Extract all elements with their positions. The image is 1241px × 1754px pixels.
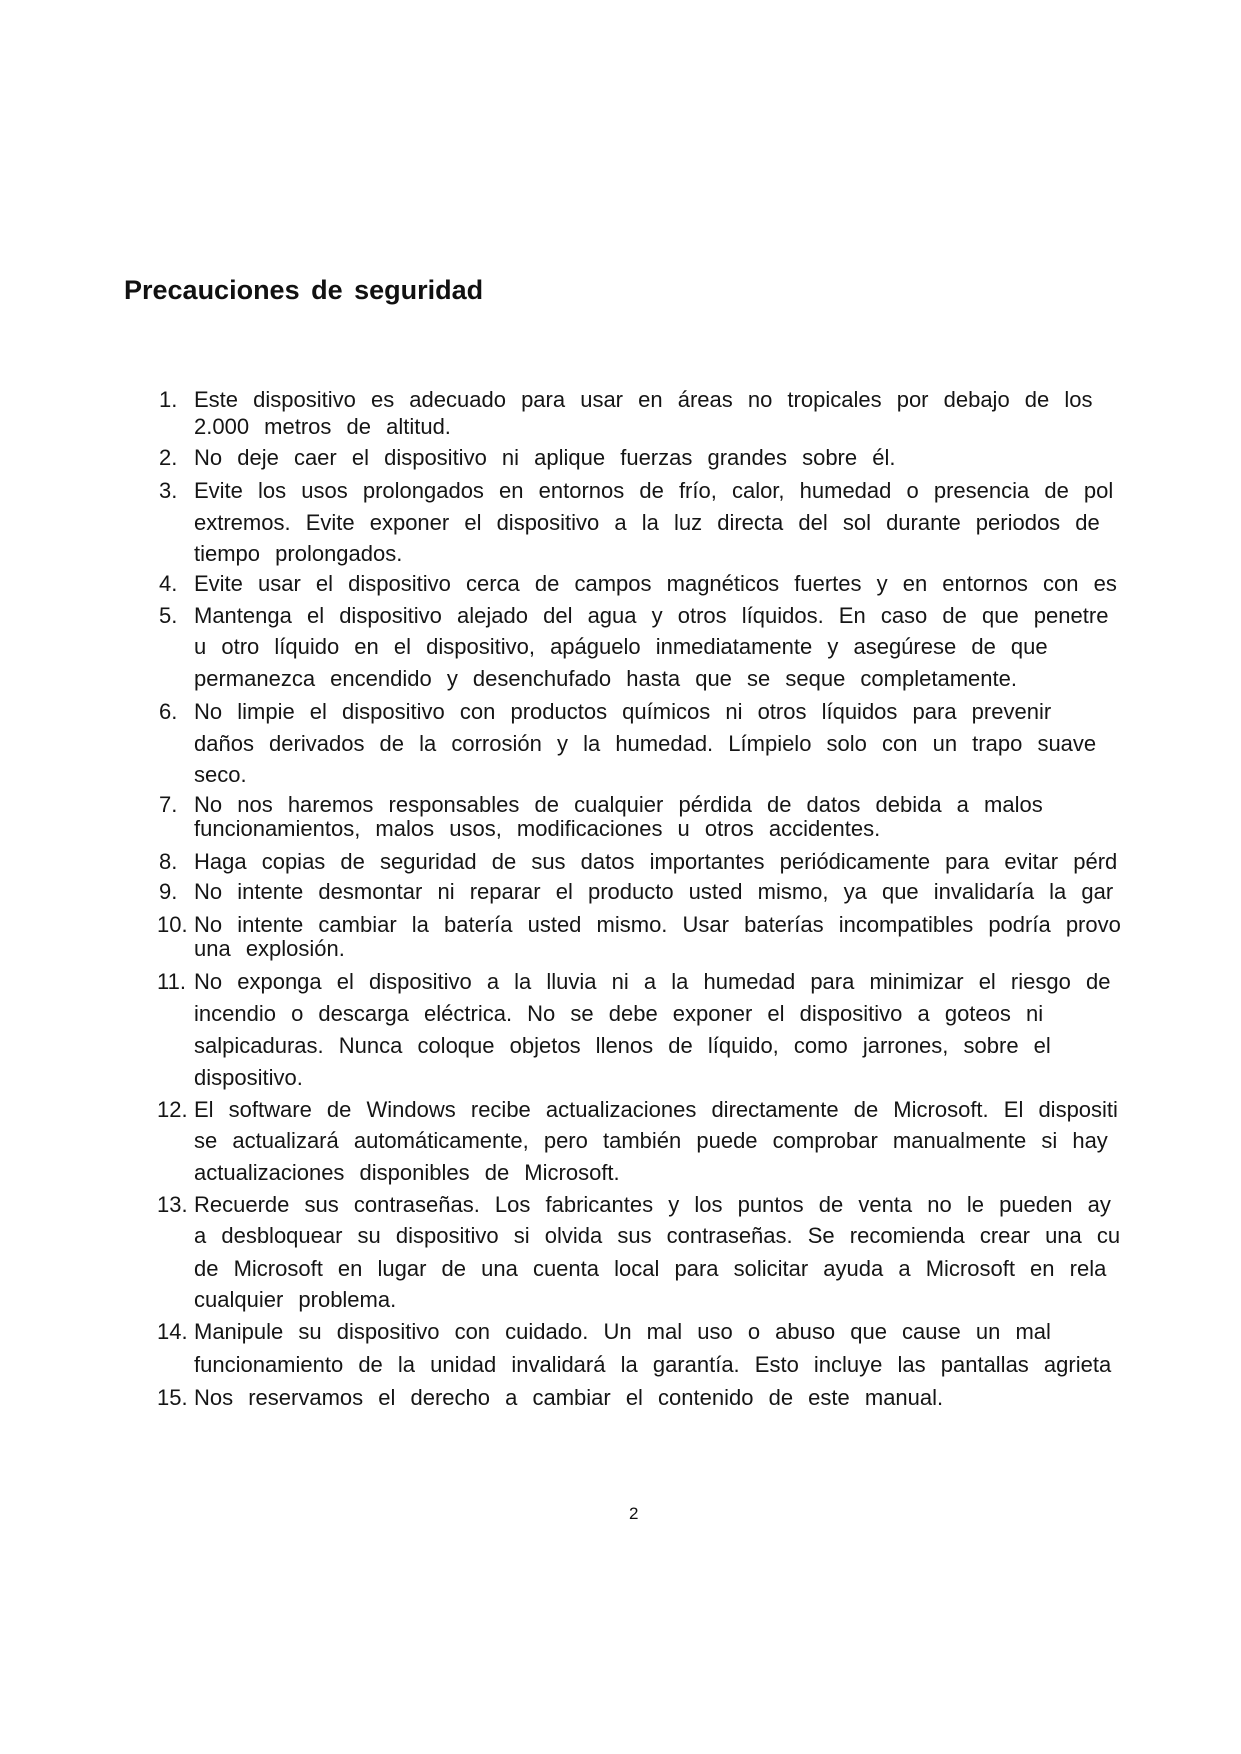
item-line: una explosión. — [194, 936, 345, 961]
item-line: Mantenga el dispositivo alejado del agua y otros líquidos. En caso de que penetre — [194, 603, 1109, 628]
item-number: 12. — [157, 1097, 188, 1122]
item-number: 8. — [159, 849, 178, 874]
item-line: incendio o descarga eléctrica. No se debe exponer el dispositivo a goteos ni — [194, 1001, 1044, 1026]
item-line: No exponga el dispositivo a la lluvia ni a la humedad para minimizar el riesgo de — [194, 969, 1111, 994]
item-line: dispositivo. — [194, 1065, 303, 1090]
item-line: Haga copias de seguridad de sus datos importantes periódicamente para evitar pérd — [194, 849, 1118, 874]
item-line: de Microsoft en lugar de una cuenta local para solicitar ayuda a Microsoft en rela — [194, 1256, 1107, 1281]
item-line: funcionamiento de la unidad invalidará la garantía. Esto incluye las pantallas agrieta — [194, 1352, 1112, 1377]
item-line: tiempo prolongados. — [194, 541, 403, 566]
item-line: Recuerde sus contraseñas. Los fabricantes y los puntos de venta no le pueden ay — [194, 1192, 1111, 1217]
item-number: 7. — [159, 792, 178, 817]
item-number: 1. — [159, 387, 178, 412]
item-line: No intente cambiar la batería usted mismo. Usar baterías incompatibles podría provo — [194, 912, 1121, 937]
item-number: 15. — [157, 1385, 188, 1410]
item-line: u otro líquido en el dispositivo, apáguelo inmediatamente y asegúrese de que — [194, 634, 1048, 659]
item-number: 13. — [157, 1192, 188, 1217]
item-line: El software de Windows recibe actualizaciones directamente de Microsoft. El dispositi — [194, 1097, 1118, 1122]
item-line: No limpie el dispositivo con productos químicos ni otros líquidos para prevenir — [194, 699, 1052, 724]
item-line: Evite usar el dispositivo cerca de campos magnéticos fuertes y en entornos con es — [194, 571, 1117, 596]
item-line: permanezca encendido y desenchufado hasta que se seque completamente. — [194, 666, 1017, 691]
item-number: 14. — [157, 1319, 188, 1344]
item-line: Este dispositivo es adecuado para usar en áreas no tropicales por debajo de los — [194, 387, 1093, 412]
item-line: daños derivados de la corrosión y la humedad. Límpielo solo con un trapo suave — [194, 731, 1097, 756]
item-number: 9. — [159, 879, 178, 904]
item-number: 2. — [159, 445, 178, 470]
item-number: 10. — [157, 912, 188, 937]
item-line: actualizaciones disponibles de Microsoft. — [194, 1160, 620, 1185]
item-line: Manipule su dispositivo con cuidado. Un mal uso o abuso que cause un mal — [194, 1319, 1051, 1344]
item-line: funcionamientos, malos usos, modificaciones u otros accidentes. — [194, 816, 881, 841]
item-line: salpicaduras. Nunca coloque objetos llenos de líquido, como jarrones, sobre el — [194, 1033, 1051, 1058]
page-title: Precauciones de seguridad — [124, 275, 484, 305]
item-number: 4. — [159, 571, 178, 596]
item-line: No deje caer el dispositivo ni aplique fuerzas grandes sobre él. — [194, 445, 896, 470]
item-line: Nos reservamos el derecho a cambiar el contenido de este manual. — [194, 1385, 944, 1410]
item-line: extremos. Evite exponer el dispositivo a la luz directa del sol durante periodos de — [194, 510, 1100, 535]
item-line: No nos haremos responsables de cualquier pérdida de datos debida a malos — [194, 792, 1043, 817]
item-number: 11. — [157, 969, 186, 994]
item-line: No intente desmontar ni reparar el producto usted mismo, ya que invalidaría la gar — [194, 879, 1114, 904]
page-number: 2 — [629, 1504, 639, 1523]
item-line: a desbloquear su dispositivo si olvida sus contraseñas. Se recomienda crear una cu — [194, 1223, 1121, 1248]
item-number: 3. — [159, 478, 178, 503]
item-line: Evite los usos prolongados en entornos de frío, calor, humedad o presencia de pol — [194, 478, 1114, 503]
item-line: seco. — [194, 762, 247, 787]
item-line: cualquier problema. — [194, 1287, 397, 1312]
item-line: 2.000 metros de altitud. — [194, 414, 451, 439]
item-number: 5. — [159, 603, 178, 628]
item-line: se actualizará automáticamente, pero también puede comprobar manualmente si hay — [194, 1128, 1108, 1153]
item-number: 6. — [159, 699, 178, 724]
